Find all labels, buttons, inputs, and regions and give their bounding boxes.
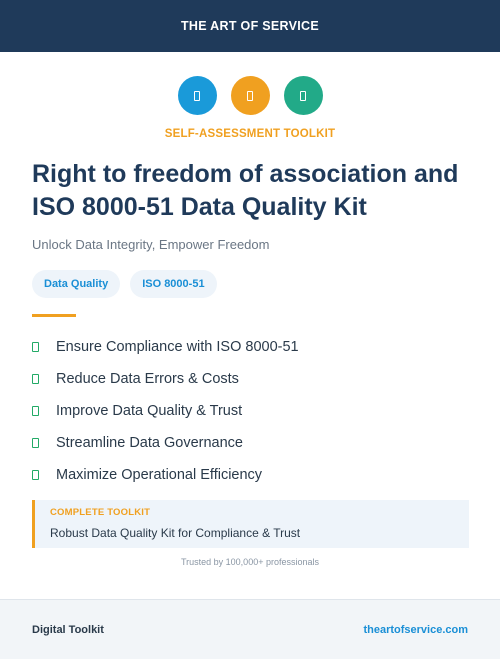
- brand-name: THE ART OF SERVICE: [180, 19, 320, 33]
- callout-text: Robust Data Quality Kit for Compliance & Trust: [50, 526, 301, 540]
- accent-divider: [32, 314, 76, 317]
- kicker-label: SELF-ASSESSMENT TOOLKIT: [164, 128, 336, 140]
- benefit-list: [32, 331, 299, 491]
- subtitle: Unlock Data Integrity, Empower Freedom: [32, 237, 270, 252]
- callout-label: COMPLETE TOOLKIT: [50, 507, 151, 518]
- list-item: [32, 331, 299, 363]
- website-link[interactable]: theartofservice.com: [363, 623, 468, 636]
- list-item: [32, 427, 299, 459]
- trust-line: Trusted by 100,000+ professionals: [180, 557, 319, 567]
- footer-label: Digital Toolkit: [32, 623, 104, 636]
- benefit-text: Streamline Data Governance: [56, 435, 243, 451]
- top-banner: [0, 0, 500, 52]
- check-icon: [32, 438, 39, 448]
- benefit-text: Maximize Operational Efficiency: [56, 467, 263, 483]
- tag-list: [32, 270, 217, 298]
- toolkit-callout: [32, 500, 469, 548]
- list-item: [32, 363, 299, 395]
- tag-iso-8000-51: ISO 8000-51: [130, 270, 216, 298]
- check-icon: [32, 374, 39, 384]
- benefit-text: Ensure Compliance with ISO 8000-51: [56, 339, 299, 355]
- document-icon: [231, 76, 270, 115]
- document-icon: [178, 76, 217, 115]
- check-icon: [32, 342, 39, 352]
- footer: [0, 599, 500, 659]
- document-icon: [284, 76, 323, 115]
- benefit-text: Reduce Data Errors & Costs: [56, 371, 239, 387]
- check-icon: [32, 406, 39, 416]
- list-item: [32, 459, 299, 491]
- list-item: [32, 395, 299, 427]
- tag-data-quality: Data Quality: [32, 270, 120, 298]
- benefit-text: Improve Data Quality & Trust: [56, 403, 243, 419]
- page-title: Right to freedom of association and ISO 8000-51 Data Quality Kit: [32, 160, 459, 221]
- check-icon: [32, 470, 39, 480]
- icon-row: [0, 76, 500, 115]
